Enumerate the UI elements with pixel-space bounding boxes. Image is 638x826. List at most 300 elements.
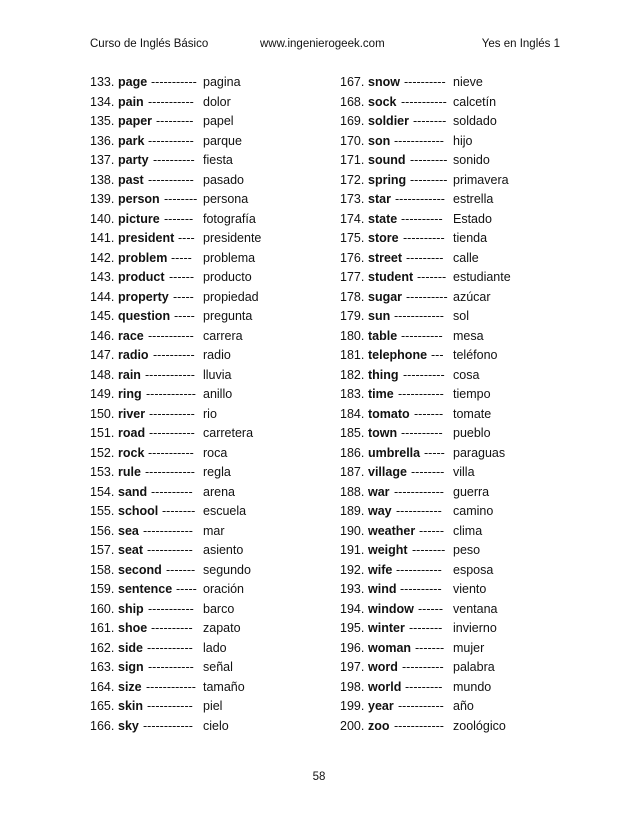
vocab-entry [340,112,570,132]
vocabulary-column-right [340,73,570,736]
vocab-entry [90,405,320,425]
spanish-translation: mundo [453,679,492,694]
english-word: party [118,153,149,167]
spanish-translation: sol [453,309,469,323]
dash-separator: --------- [156,114,194,128]
vocab-entry [90,522,320,542]
spanish-translation: esposa [453,562,494,577]
english-word: way [368,504,392,518]
dash-separator: ------------ [394,133,444,148]
vocab-entry [90,307,320,327]
entry-number: 199. [340,699,365,713]
english-word: property [118,289,169,304]
entry-number: 142. [90,250,115,265]
vocab-entry [340,132,570,152]
vocab-entry [90,366,320,386]
dash-separator: ----------- [148,445,194,460]
vocab-entry [90,346,320,366]
spanish-translation: mujer [453,640,485,655]
spanish-translation: señal [203,660,233,674]
dash-separator: ----- [173,289,194,304]
dash-separator: ----- [176,582,197,596]
english-word: sea [118,523,139,538]
spanish-translation: carrera [203,328,243,343]
dash-separator: ----------- [147,543,193,557]
entry-number: 151. [90,426,115,440]
vocab-entry [340,522,570,542]
vocab-entry [340,717,570,737]
dash-separator: ----------- [149,426,195,440]
english-word: tomato [368,406,410,421]
vocab-entry [90,268,320,288]
page-header [90,38,560,54]
vocab-entry [340,697,570,717]
english-word: sand [118,484,148,499]
english-word: star [368,192,391,206]
dash-separator: -------- [164,192,198,206]
spanish-translation: rio [203,406,217,421]
english-word: road [118,426,146,440]
dash-separator: ------------ [395,192,445,206]
entry-number: 167. [340,75,365,89]
vocab-entry [90,483,320,503]
dash-separator: --------- [410,172,448,187]
dash-separator: ----- [174,309,195,323]
english-word: product [118,270,165,284]
english-word: time [368,387,394,401]
english-word: sign [118,660,144,674]
entry-number: 144. [90,289,115,304]
spanish-translation: azúcar [453,289,491,304]
english-word: ship [118,601,144,616]
dash-separator: ------ [419,523,444,538]
dash-separator: ----------- [149,406,195,421]
vocab-entry [340,229,570,249]
vocab-entry [90,327,320,347]
english-word: weight [368,543,408,557]
english-word: sky [118,718,139,733]
vocab-entry [340,561,570,581]
vocab-entry [340,444,570,464]
dash-separator: ------------ [394,309,444,323]
english-word: year [368,699,394,713]
vocab-entry [340,366,570,386]
spanish-translation: escuela [203,504,247,518]
entry-number: 150. [90,406,115,421]
vocab-entry [90,580,320,600]
entry-number: 172. [340,172,365,187]
vocab-entry [90,249,320,269]
dash-separator: --------- [405,679,443,694]
entry-number: 157. [90,543,115,557]
spanish-translation: soldado [453,114,497,128]
english-word: store [368,231,399,245]
vocab-entry [90,210,320,230]
vocab-entry [90,561,320,581]
entry-number: 158. [90,562,115,577]
entry-number: 178. [340,289,365,304]
dash-separator: ----------- [148,601,194,616]
dash-separator: --- [431,348,444,362]
dash-separator: ------------ [146,387,196,401]
vocab-entry [90,385,320,405]
entry-number: 165. [90,699,115,713]
book-title: Yes en Inglés 1 [481,38,560,50]
entry-number: 143. [90,270,115,284]
spanish-translation: Estado [453,211,492,226]
spanish-translation: paraguas [453,445,506,460]
spanish-translation: sonido [453,153,490,167]
spanish-translation: barco [203,601,235,616]
entry-number: 141. [90,231,115,245]
spanish-translation: parque [203,133,242,148]
dash-separator: ------- [164,211,194,226]
entry-number: 195. [340,621,365,635]
vocab-entry [340,268,570,288]
entry-number: 177. [340,270,365,284]
dash-separator: ---------- [406,289,448,304]
entry-number: 170. [340,133,365,148]
spanish-translation: nieve [453,75,483,89]
vocab-entry [90,678,320,698]
vocab-entry [340,600,570,620]
vocab-entry [340,307,570,327]
spanish-translation: hijo [453,133,473,148]
vocab-entry [340,249,570,269]
dash-separator: ----------- [148,328,194,343]
spanish-translation: pregunta [203,309,253,323]
english-word: school [118,504,159,518]
english-word: street [368,250,403,265]
english-word: sugar [368,289,403,304]
entry-number: 194. [340,601,365,616]
spanish-translation: mar [203,523,225,538]
dash-separator: ----------- [148,660,194,674]
dash-separator: --------- [406,250,444,265]
entry-number: 168. [340,94,365,109]
entry-number: 171. [340,153,365,167]
english-word: skin [118,699,144,713]
dash-separator: ----------- [147,640,193,655]
spanish-translation: clima [453,523,483,538]
spanish-translation: cosa [453,367,480,382]
entry-number: 163. [90,660,115,674]
vocab-entry [340,151,570,171]
spanish-translation: carretera [203,426,254,440]
spanish-translation: piel [203,699,223,713]
dash-separator: ----------- [148,133,194,148]
entry-number: 190. [340,523,365,538]
english-word: second [118,562,162,577]
vocab-entry [340,288,570,308]
english-word: president [118,231,175,245]
english-word: town [368,426,398,440]
vocab-entry [90,619,320,639]
entry-number: 136. [90,133,115,148]
spanish-translation: guerra [453,484,490,499]
entry-number: 145. [90,309,115,323]
dash-separator: ----------- [398,387,444,401]
english-word: sound [368,153,406,167]
entry-number: 135. [90,114,115,128]
spanish-translation: pueblo [453,426,491,440]
vocab-entry [340,678,570,698]
spanish-translation: presidente [203,231,262,245]
entry-number: 133. [90,75,115,89]
english-word: sock [368,94,397,109]
dash-separator: ---------- [153,153,195,167]
english-word: student [368,270,414,284]
vocab-entry [340,619,570,639]
entry-number: 156. [90,523,115,538]
dash-separator: ---------- [404,75,446,89]
english-word: weather [368,523,416,538]
english-word: side [118,640,144,655]
vocab-entry [340,580,570,600]
entry-number: 184. [340,406,365,421]
vocab-entry [90,132,320,152]
dash-separator: ---------- [403,231,445,245]
spanish-translation: persona [203,192,249,206]
english-word: paper [118,114,153,128]
entry-number: 155. [90,504,115,518]
english-word: picture [118,211,160,226]
vocab-entry [90,444,320,464]
english-word: sentence [118,582,173,596]
course-title: Curso de Inglés Básico [90,38,209,50]
entry-number: 159. [90,582,115,596]
vocab-entry [90,171,320,191]
english-word: soldier [368,114,409,128]
english-word: rock [118,445,145,460]
english-word: radio [118,348,149,362]
dash-separator: ----------- [148,172,194,187]
vocab-entry [90,658,320,678]
entry-number: 173. [340,192,365,206]
dash-separator: ----------- [151,75,197,89]
dash-separator: ---- [178,231,195,245]
entry-number: 198. [340,679,365,694]
dash-separator: ----- [171,250,192,265]
entry-number: 139. [90,192,115,206]
spanish-translation: radio [203,348,231,362]
dash-separator: ----------- [398,699,444,713]
dash-separator: ---------- [153,348,195,362]
entry-number: 148. [90,367,115,382]
english-word: seat [118,543,144,557]
spanish-translation: invierno [453,621,497,635]
english-word: war [368,484,390,499]
vocab-entry [340,171,570,191]
spanish-translation: peso [453,543,481,557]
entry-number: 185. [340,426,365,440]
dash-separator: ---------- [401,426,443,440]
english-word: village [368,465,407,479]
entry-number: 160. [90,601,115,616]
english-word: wife [368,562,393,577]
entry-number: 140. [90,211,115,226]
dash-separator: ----------- [396,562,442,577]
dash-separator: ------------ [146,679,196,694]
vocab-entry [90,600,320,620]
spanish-translation: zapato [203,621,241,635]
spanish-translation: fiesta [203,153,233,167]
entry-number: 169. [340,114,365,128]
spanish-translation: villa [453,465,475,479]
entry-number: 196. [340,640,365,655]
dash-separator: ---------- [403,367,445,382]
dash-separator: ------ [418,601,443,616]
dash-separator: ------------ [394,718,444,733]
dash-separator: ------- [414,406,444,421]
dash-separator: -------- [413,114,447,128]
vocab-entry [90,288,320,308]
entry-number: 187. [340,465,365,479]
vocab-entry [340,639,570,659]
dash-separator: ------- [417,270,447,284]
page-number: 58 [312,771,326,783]
vocab-entry [90,463,320,483]
entry-number: 176. [340,250,365,265]
spanish-translation: tienda [453,231,488,245]
entry-number: 193. [340,582,365,596]
vocab-entry [340,424,570,444]
entry-number: 191. [340,543,365,557]
entry-number: 197. [340,660,365,674]
spanish-translation: pagina [203,75,241,89]
english-word: state [368,211,398,226]
entry-number: 137. [90,153,115,167]
spanish-translation: mesa [453,328,484,343]
english-word: wind [368,582,397,596]
vocab-entry [90,151,320,171]
entry-number: 152. [90,445,115,460]
dash-separator: ------ [169,270,194,284]
english-word: son [368,133,391,148]
entry-number: 188. [340,484,365,499]
entry-number: 146. [90,328,115,343]
vocab-entry [340,385,570,405]
dash-separator: ----------- [401,94,447,109]
spanish-translation: tomate [453,406,492,421]
english-word: pain [118,94,144,109]
vocab-entry [90,502,320,522]
entry-number: 192. [340,562,365,577]
english-word: rain [118,367,141,382]
spanish-translation: problema [203,250,256,265]
dash-separator: ---------- [401,328,443,343]
dash-separator: ---------- [401,211,443,226]
english-word: sun [368,309,391,323]
entry-number: 164. [90,679,115,694]
dash-separator: ---------- [151,621,193,635]
dash-separator: ------------ [145,367,195,382]
dash-separator: ----------- [148,94,194,109]
dash-separator: ------------ [143,718,193,733]
vocab-entry [90,541,320,561]
spanish-translation: fotografía [203,211,256,226]
dash-separator: -------- [412,543,446,557]
entry-number: 186. [340,445,365,460]
vocab-entry [90,229,320,249]
english-word: person [118,192,160,206]
dash-separator: ---------- [400,582,442,596]
english-word: size [118,679,142,694]
vocab-entry [340,190,570,210]
entry-number: 138. [90,172,115,187]
dash-separator: -------- [162,504,196,518]
entry-number: 134. [90,94,115,109]
spanish-translation: anillo [203,387,233,401]
vocab-entry [90,93,320,113]
vocab-entry [340,93,570,113]
dash-separator: ---------- [151,484,193,499]
english-word: zoo [368,718,390,733]
vocab-entry [340,210,570,230]
vocab-entry [90,424,320,444]
spanish-translation: roca [203,445,228,460]
dash-separator: ------- [415,640,445,655]
spanish-translation: dolor [203,94,231,109]
entry-number: 175. [340,231,365,245]
dash-separator: ------------ [394,484,444,499]
english-word: problem [118,250,168,265]
english-word: ring [118,387,142,401]
english-word: river [118,406,146,421]
entry-number: 182. [340,367,365,382]
entry-number: 166. [90,718,115,733]
spanish-translation: lluvia [203,367,232,382]
spanish-translation: producto [203,270,252,284]
spanish-translation: papel [203,114,234,128]
entry-number: 153. [90,465,115,479]
website-url: www.ingenierogeek.com [260,38,385,50]
vocab-entry [340,73,570,93]
english-word: world [368,679,402,694]
spanish-translation: teléfono [453,348,498,362]
vocab-entry [340,541,570,561]
dash-separator: --------- [410,153,448,167]
vocab-entry [340,463,570,483]
spanish-translation: asiento [203,543,244,557]
spanish-translation: viento [453,582,487,596]
vocab-entry [90,73,320,93]
entry-number: 180. [340,328,365,343]
dash-separator: ------------ [145,465,195,479]
dash-separator: ---------- [402,660,444,674]
spanish-translation: calle [453,250,479,265]
english-word: park [118,133,145,148]
spanish-translation: camino [453,504,494,518]
spanish-translation: propiedad [203,289,259,304]
english-word: winter [368,621,405,635]
english-word: question [118,309,171,323]
entry-number: 189. [340,504,365,518]
entry-number: 161. [90,621,115,635]
english-word: umbrella [368,445,421,460]
entry-number: 147. [90,348,115,362]
spanish-translation: tiempo [453,387,491,401]
entry-number: 162. [90,640,115,655]
vocab-entry [340,405,570,425]
spanish-translation: primavera [453,172,509,187]
dash-separator: ----- [424,445,445,460]
english-word: spring [368,172,407,187]
spanish-translation: arena [203,484,235,499]
english-word: snow [368,75,400,89]
english-word: past [118,172,144,187]
entry-number: 149. [90,387,115,401]
